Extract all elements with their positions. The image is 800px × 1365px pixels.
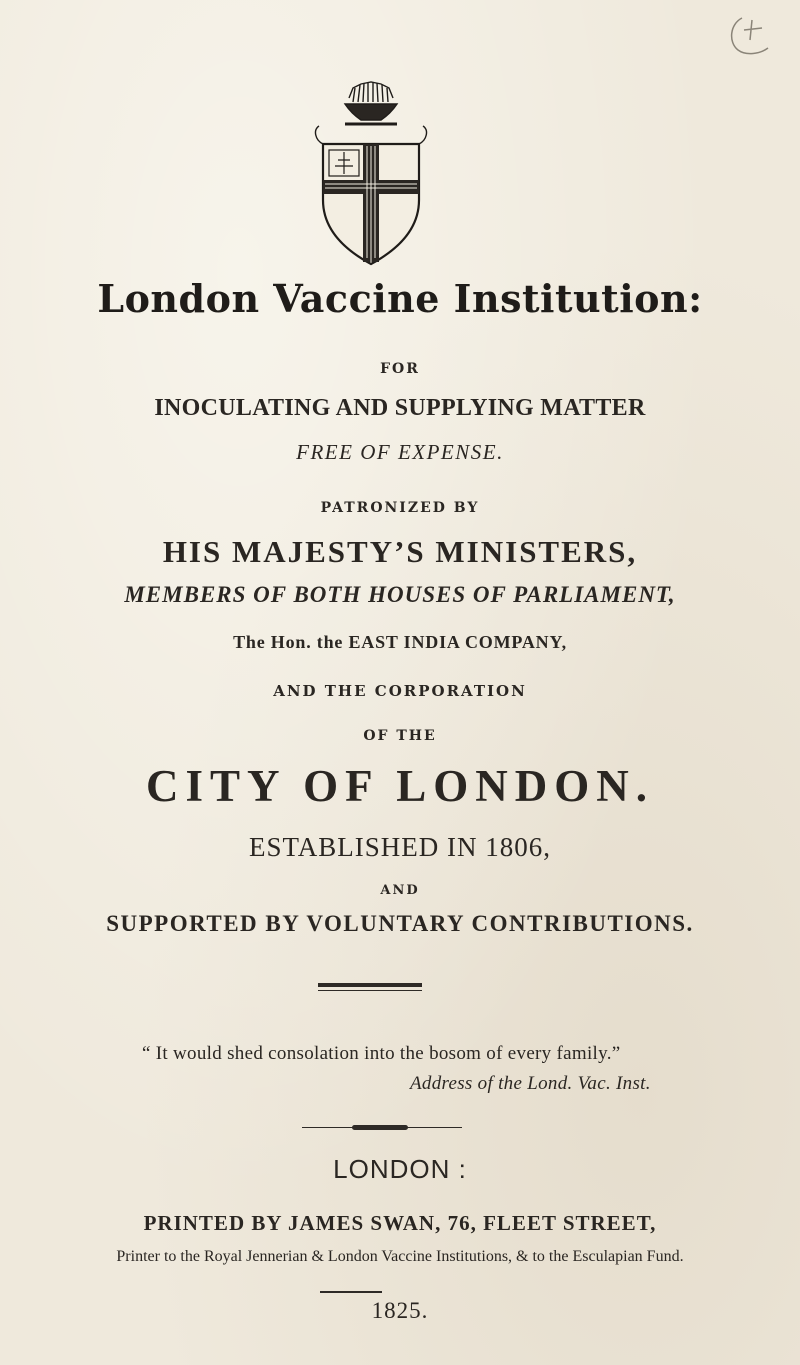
handwritten-mark: [722, 10, 782, 65]
and-line: AND: [380, 883, 420, 898]
divider-rule-thin: [318, 990, 422, 991]
supported-line: SUPPORTED BY VOLUNTARY CONTRIBUTIONS.: [106, 911, 694, 936]
for-label: FOR: [380, 361, 420, 377]
purpose-line: INOCULATING AND SUPPLYING MATTER: [154, 395, 646, 421]
printer-detail: Printer to the Royal Jennerian & London Vaccine Institutions, & to the Esculapian Fund.: [116, 1248, 684, 1265]
established-line: ESTABLISHED IN 1806,: [248, 832, 552, 862]
institution-title: London Vaccine Institution:: [97, 276, 703, 321]
free-of-expense-line: FREE OF EXPENSE.: [296, 440, 504, 464]
imprint-year: 1825.: [371, 1298, 429, 1323]
company-line: The Hon. the EAST INDIA COMPANY,: [233, 632, 567, 652]
patronized-label: PATRONIZED BY: [320, 500, 480, 516]
imprint-place: LONDON :: [333, 1154, 467, 1184]
divider-rule: [318, 983, 422, 987]
ministers-line: HIS MAJESTY’S MINISTERS,: [162, 534, 638, 569]
epigraph-quote: “ It would shed consolation into the bosom of every family.”: [142, 1043, 621, 1064]
coat-of-arms-icon: [305, 80, 437, 272]
city-of-london-line: CITY OF LONDON.: [146, 761, 654, 811]
printer-line: PRINTED BY JAMES SWAN, 76, FLEET STREET,: [143, 1211, 657, 1235]
year-rule: [320, 1291, 382, 1293]
epigraph-attribution: Address of the Lond. Vac. Inst.: [410, 1073, 651, 1094]
of-the-line: OF THE: [363, 728, 437, 744]
corporation-line: AND THE CORPORATION: [273, 682, 527, 700]
parliament-line: MEMBERS OF BOTH HOUSES OF PARLIAMENT,: [124, 582, 676, 607]
ornament-rule-center: [352, 1125, 408, 1130]
